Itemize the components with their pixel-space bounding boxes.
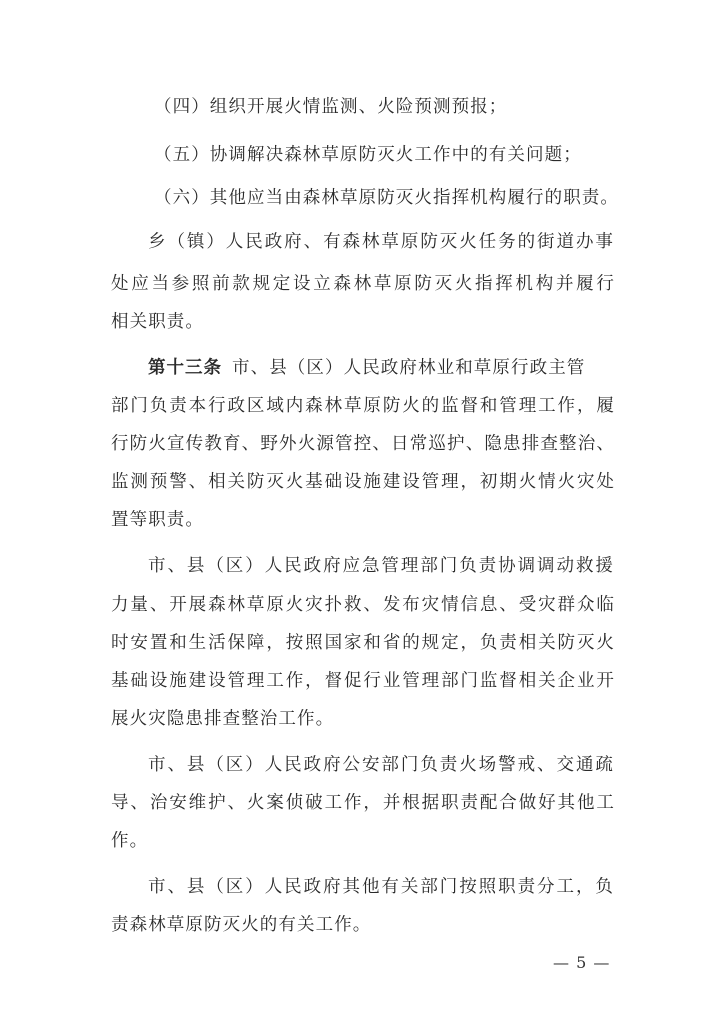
paragraph-line: 相关职责。	[111, 312, 204, 332]
paragraph-line: （六）其他应当由森林草原防灭火指挥机构履行的职责。	[154, 188, 619, 208]
paragraph-line: 部门负责本行政区域内森林草原防火的监督和管理工作，履	[111, 396, 615, 416]
paragraph-line: （四）组织开展火情监测、火险预测预报；	[154, 97, 508, 117]
paragraph-line: 乡（镇）人民政府、有森林草原防灭火任务的街道办事	[148, 232, 614, 252]
paragraph-line: 处应当参照前款规定设立森林草原防灭火指挥机构并履行	[111, 274, 615, 294]
paragraph-line: 行防火宣传教育、野外火源管控、日常巡护、隐患排查整治、	[111, 434, 615, 454]
paragraph-line: 导、治安维护、火案侦破工作，并根据职责配合做好其他工	[111, 793, 615, 813]
paragraph-line: 作。	[111, 831, 149, 851]
paragraph-line: 责森林草原防灭火的有关工作。	[111, 915, 372, 935]
paragraph-line: 市、县（区）人民政府其他有关部门按照职责分工，负	[148, 877, 614, 897]
article-heading-line	[148, 357, 614, 379]
page-number: — 5 —	[553, 953, 611, 972]
paragraph-line: 时安置和生活保障，按照国家和省的规定，负责相关防灭火	[111, 633, 615, 653]
paragraph-line: 置等职责。	[111, 510, 204, 530]
paragraph-line: 基础设施建设管理工作，督促行业管理部门监督相关企业开	[111, 671, 615, 691]
article-text: 市、县（区）人民政府林业和草原行政主管	[232, 358, 586, 378]
paragraph-line: 监测预警、相关防灭火基础设施建设管理，初期火情火灾处	[111, 472, 615, 492]
paragraph-line: 力量、开展森林草原火灾扑救、发布灾情信息、受灾群众临	[111, 595, 615, 615]
paragraph-line: 市、县（区）人民政府应急管理部门负责协调调动救援	[148, 556, 614, 576]
article-label: 第十三条	[148, 358, 222, 378]
paragraph-line: 市、县（区）人民政府公安部门负责火场警戒、交通疏	[148, 755, 614, 775]
paragraph-line: （五）协调解决森林草原防灭火工作中的有关问题；	[154, 145, 582, 165]
paragraph-line: 展火灾隐患排查整治工作。	[111, 709, 335, 729]
